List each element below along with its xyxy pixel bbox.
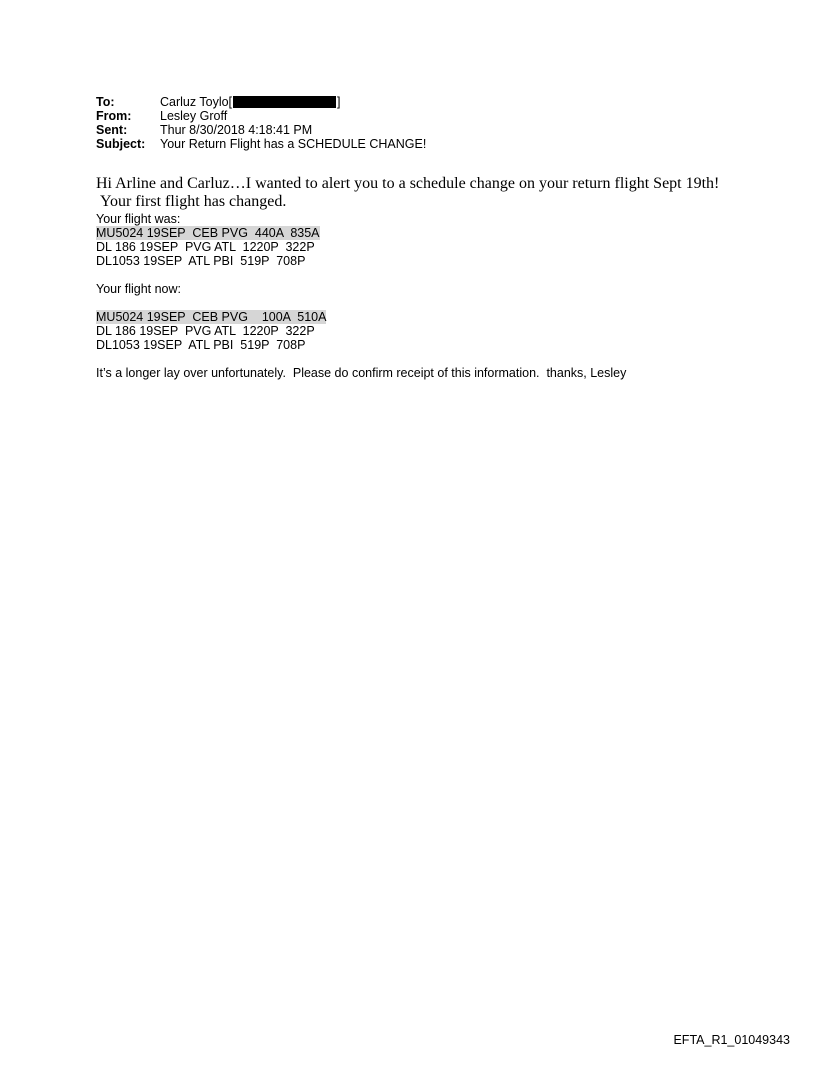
closing-text: It’s a longer lay over unfortunately. Please do confirm receipt of this information. thanks, Lesley (96, 366, 627, 380)
now-flight-row (96, 310, 626, 324)
flight-was-label: Your flight was: (96, 212, 181, 226)
email-body-intro (96, 175, 719, 211)
was-flight-row: DL 186 19SEP PVG ATL 1220P 322P (96, 240, 315, 254)
now-flight-row: DL 186 19SEP PVG ATL 1220P 322P (96, 324, 315, 338)
email-body-flights (96, 212, 626, 380)
from-row (96, 109, 426, 123)
spacer (96, 296, 626, 310)
was-flight-row (96, 226, 626, 240)
document-id: EFTA_R1_01049343 (673, 1033, 790, 1047)
subject-row (96, 137, 426, 151)
highlighted-flight: MU5024 19SEP CEB PVG 440A 835A (96, 226, 320, 240)
redaction-block (233, 96, 336, 108)
was-flight-row: DL1053 19SEP ATL PBI 519P 708P (96, 254, 306, 268)
subject-value: Your Return Flight has a SCHEDULE CHANGE! (160, 137, 427, 151)
to-recipient-name: Carluz Toylo[ (160, 95, 233, 109)
to-label: To: (96, 95, 115, 109)
highlighted-flight: MU5024 19SEP CEB PVG 100A 510A (96, 310, 327, 324)
spacer (96, 268, 626, 282)
subject-label: Subject: (96, 137, 146, 151)
to-value (160, 95, 341, 109)
now-flight-row: DL1053 19SEP ATL PBI 519P 708P (96, 338, 306, 352)
spacer (96, 352, 626, 366)
email-header (96, 95, 426, 151)
flight-now-label: Your flight now: (96, 282, 182, 296)
first-flight-changed-text: Your first flight has changed. (100, 193, 287, 210)
sent-row (96, 123, 426, 137)
from-label: From: (96, 109, 132, 123)
greeting-text: Hi Arline and Carluz…I wanted to alert you to a schedule change on your return flight Sept 19th! (96, 175, 720, 192)
to-value-end: ] (337, 95, 341, 109)
from-value: Lesley Groff (160, 109, 228, 123)
sent-label: Sent: (96, 123, 128, 137)
to-row (96, 95, 426, 109)
sent-value: Thur 8/30/2018 4:18:41 PM (160, 123, 313, 137)
